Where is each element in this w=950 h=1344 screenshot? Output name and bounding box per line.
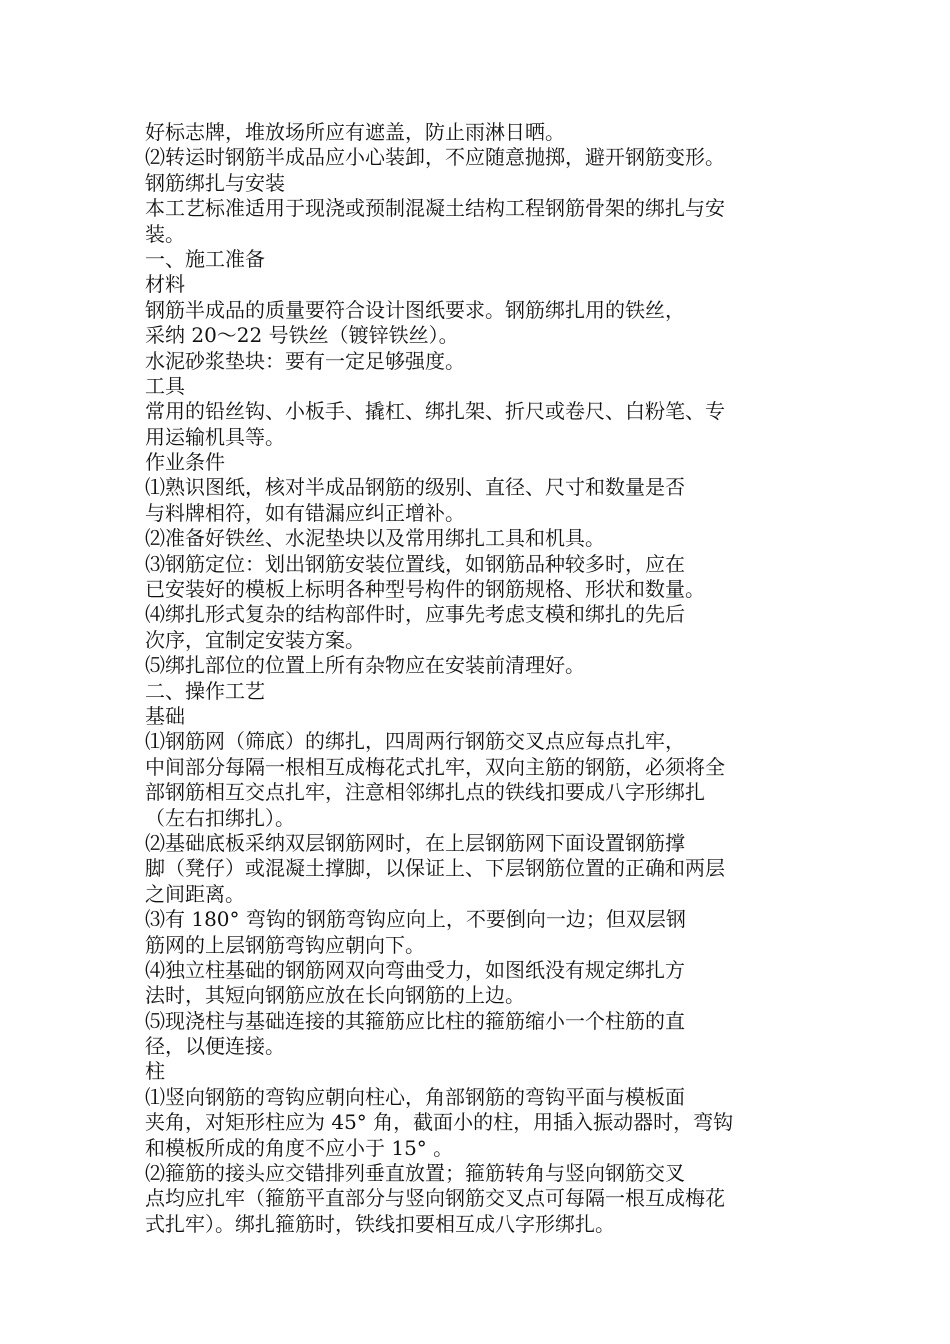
section-heading: 一、施工准备 — [145, 246, 265, 271]
text-line: 与料牌相符，如有错漏应纠正增补。 — [145, 500, 465, 525]
text-line: ⑵准备好铁丝、水泥垫块以及常用绑扎工具和机具。 — [145, 526, 605, 551]
text-line: ⑸现浇柱与基础连接的其箍筋应比柱的箍筋缩小一个柱筋的直 — [145, 1008, 685, 1033]
text-line: 常用的铅丝钩、小板手、撬杠、绑扎架、折尺或卷尺、白粉笔、专 — [145, 399, 725, 424]
text-line: 中间部分每隔一根相互成梅花式扎牢，双向主筋的钢筋，必须将全 — [145, 754, 725, 779]
text-line: 好标志牌，堆放场所应有遮盖，防止雨淋日晒。 — [145, 120, 565, 144]
text-line: ⑵转运时钢筋半成品应小心装卸，不应随意抛掷，避开钢筋变形。 — [145, 145, 725, 170]
subsection-heading: 工具 — [145, 373, 185, 398]
subsection-heading: 作业条件 — [145, 450, 225, 475]
text-line: ⑶有 180° 弯钩的钢筋弯钩应向上，不要倒向一边；但双层钢 — [145, 907, 686, 932]
text-line: 部钢筋相互交点扎牢，注意相邻绑扎点的铁线扣要成八字形绑扎 — [145, 780, 705, 805]
text-line: ⑷绑扎形式复杂的结构部件时，应事先考虑支模和绑扎的先后 — [145, 602, 685, 627]
text-line: 和模板所成的角度不应小于 15° 。 — [145, 1135, 454, 1160]
text-line: 装。 — [145, 221, 185, 246]
text-line: 筋网的上层钢筋弯钩应朝向下。 — [145, 932, 425, 957]
text-line: ⑴钢筋网（筛底）的绑扎，四周两行钢筋交叉点应每点扎牢， — [145, 729, 685, 754]
text-line: ⑸绑扎部位的位置上所有杂物应在安装前清理好。 — [145, 653, 585, 678]
subsection-heading: 柱 — [145, 1059, 165, 1084]
text-line: 之间距离。 — [145, 881, 245, 906]
text-line: ⑷独立柱基础的钢筋网双向弯曲受力，如图纸没有规定绑扎方 — [145, 957, 685, 982]
text-line: ⑵箍筋的接头应交错排列垂直放置；箍筋转角与竖向钢筋交叉 — [145, 1161, 685, 1186]
section-heading: 二、操作工艺 — [145, 678, 265, 703]
text-line: 夹角，对矩形柱应为 45° 角，截面小的柱，用插入振动器时，弯钩 — [145, 1110, 734, 1135]
text-line: 点均应扎牢（箍筋平直部分与竖向钢筋交叉点可每隔一根互成梅花 — [145, 1186, 725, 1211]
text-line: 式扎牢）。绑扎箍筋时，铁线扣要相互成八字形绑扎。 — [145, 1211, 615, 1236]
subsection-heading: 材料 — [145, 272, 185, 297]
document-body — [145, 120, 825, 1237]
text-line: （左右扣绑扎）。 — [145, 805, 295, 830]
text-line: 水泥砂浆垫块：要有一定足够强度。 — [145, 348, 465, 373]
text-line: 次序，宜制定安装方案。 — [145, 627, 365, 652]
text-line: ⑶钢筋定位：划出钢筋安装位置线，如钢筋品种较多时，应在 — [145, 551, 685, 576]
text-line: 本工艺标准适用于现浇或预制混凝土结构工程钢筋骨架的绑扎与安 — [145, 196, 725, 221]
text-line: 钢筋半成品的质量要符合设计图纸要求。钢筋绑扎用的铁丝， — [145, 297, 685, 322]
text-line: 采纳 20～22 号铁丝（镀锌铁丝）。 — [145, 323, 459, 348]
text-line: ⑴竖向钢筋的弯钩应朝向柱心，角部钢筋的弯钩平面与模板面 — [145, 1084, 685, 1109]
text-line: ⑴熟识图纸，核对半成品钢筋的级别、直径、尺寸和数量是否 — [145, 475, 685, 500]
subsection-heading: 基础 — [145, 703, 185, 728]
text-line: 径，以便连接。 — [145, 1034, 285, 1059]
text-line: 已安装好的模板上标明各种型号构件的钢筋规格、形状和数量。 — [145, 577, 705, 602]
text-line: 用运输机具等。 — [145, 424, 285, 449]
text-line: ⑵基础底板采纳双层钢筋网时，在上层钢筋网下面设置钢筋撑 — [145, 830, 685, 855]
text-line: 脚（凳仔）或混凝土撑脚，以保证上、下层钢筋位置的正确和两层 — [145, 856, 725, 881]
text-line: 法时，其短向钢筋应放在长向钢筋的上边。 — [145, 983, 525, 1008]
section-heading: 钢筋绑扎与安装 — [145, 170, 285, 195]
